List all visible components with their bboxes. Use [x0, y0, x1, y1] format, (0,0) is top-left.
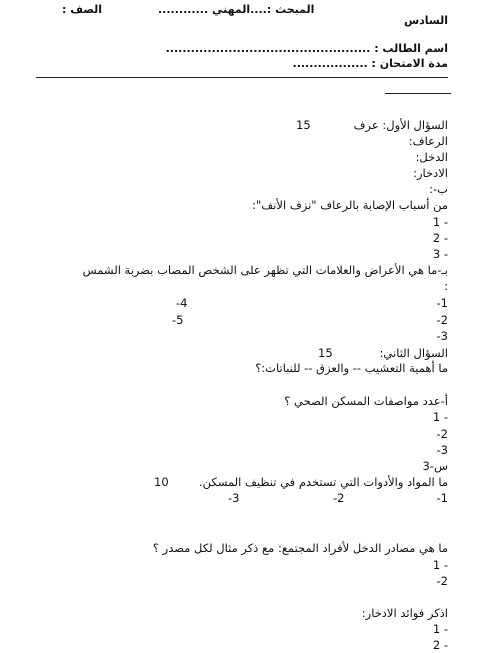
- q1-symptom-item: 2-: [436, 313, 448, 327]
- student-name-field: اسم الطالب : .................................................: [165, 42, 448, 55]
- q2-housing-item: 2-: [436, 427, 448, 441]
- q1-def-income: الدخل:: [415, 150, 448, 164]
- subject-label: المبحث :....المهني ............: [158, 3, 315, 16]
- q2-material-item: 1-: [436, 491, 448, 505]
- grade-label: الصف :: [62, 3, 103, 16]
- q2-material-item: 3-: [228, 491, 240, 505]
- q2-weeding-question: ما أهمية التعشيب -- والعزق -- للنباتات:؟: [255, 361, 448, 375]
- q1-title: السؤال الأول: عرف: [353, 118, 448, 132]
- q2-income-question: ما هي مصادر الدخل لأفراد المجتمع: مع ذكر مثال لكل مصدر ؟: [152, 541, 448, 555]
- header-divider-short: [385, 93, 451, 94]
- q1-cause-item: - 2: [432, 231, 448, 245]
- exam-duration-field: مدة الامتحان : ..................: [292, 57, 448, 70]
- q1-symptom-item: 1-: [436, 296, 448, 310]
- q1-def-savings: الادخار:: [413, 166, 448, 180]
- grade-level: السادس: [403, 14, 448, 27]
- q2-housing-question: أ-عدد مواصفات المسكن الصحي ؟: [284, 394, 448, 408]
- q1-part-b: ب-:: [429, 182, 448, 196]
- q2-s3-label: س-3: [422, 459, 448, 473]
- q2-materials-question: ما المواد والأدوات التي تستخدم في تنظيف المسكن.: [198, 475, 448, 489]
- q1-cause-item: - 1: [432, 215, 448, 229]
- q1-cause-item: - 3: [432, 247, 448, 261]
- q1-colon: :: [444, 279, 448, 293]
- q1-symptom-item: 4-: [176, 296, 188, 310]
- header-divider: [36, 77, 448, 78]
- q2-housing-item: 3-: [436, 443, 448, 457]
- q1-def-nosebleed: الرعاف:: [408, 134, 448, 148]
- q1-causes-question: من أسباب الإصابة بالرعاف "نزف الأنف":: [252, 198, 448, 212]
- q2-income-item: - 1: [432, 558, 448, 572]
- q2-housing-item: - 1: [432, 410, 448, 424]
- q1-marks: 15: [296, 118, 311, 132]
- q1-sunstroke-question: بـ-ما هي الأعراض والعلامات التي تظهر على الشخص المصاب بضربة الشمس: [82, 263, 448, 277]
- q2-savings-question: اذكر فوائد الادخار:: [361, 606, 448, 620]
- q2-savings-item: - 1: [432, 622, 448, 636]
- q2-materials-marks: 10: [154, 475, 169, 489]
- q2-income-item: 2-: [436, 574, 448, 588]
- q2-marks: 15: [318, 346, 333, 360]
- q2-title: السؤال الثاني:: [379, 346, 448, 360]
- q1-symptom-item: 5-: [172, 313, 184, 327]
- q2-material-item: 2-: [333, 491, 345, 505]
- q1-symptom-item: 3-: [436, 329, 448, 343]
- q2-savings-item: - 2: [432, 638, 448, 652]
